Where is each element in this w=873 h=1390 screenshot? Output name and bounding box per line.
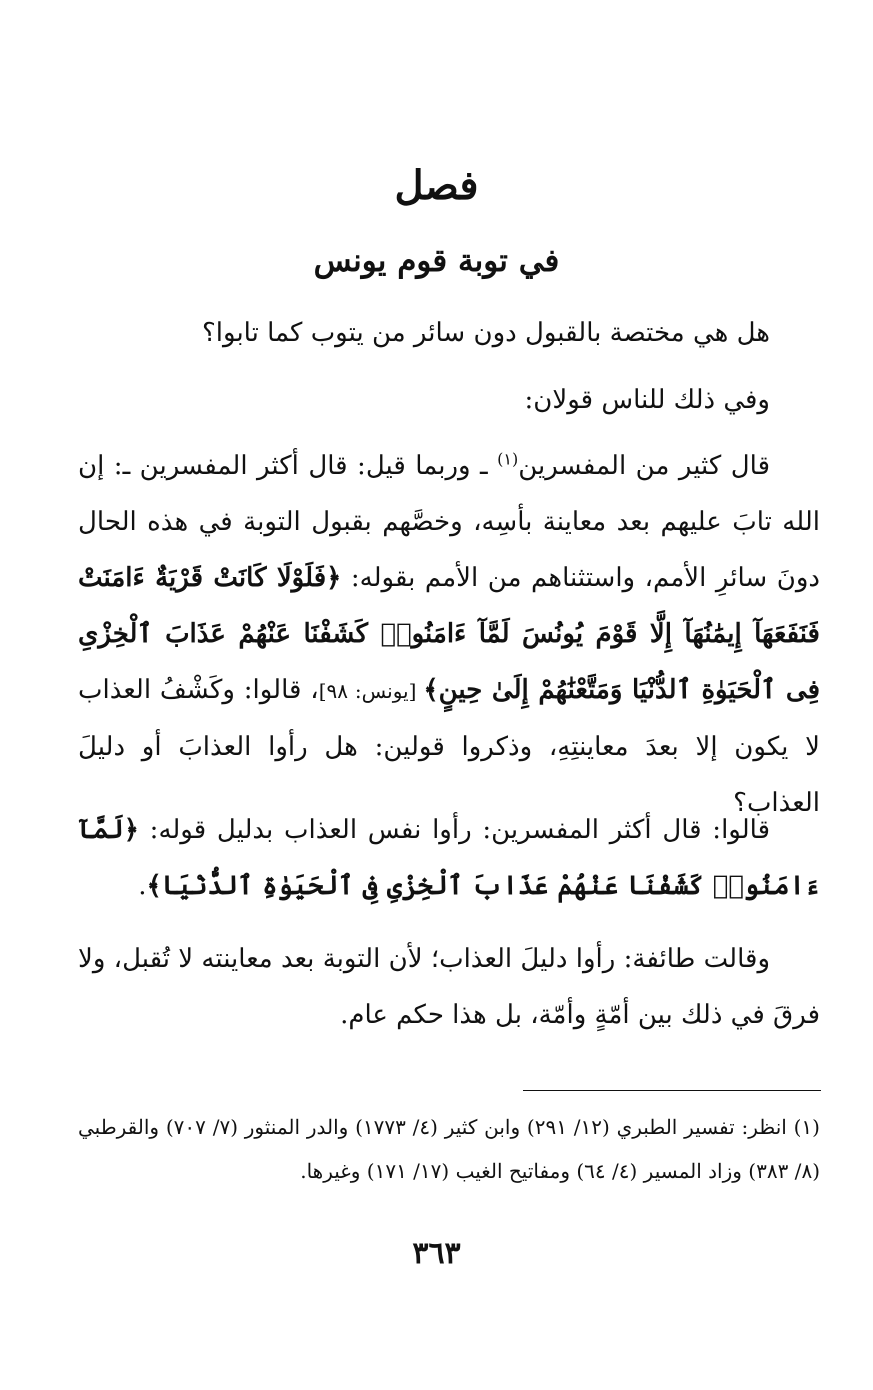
page-number: ٣٦٣ — [412, 1236, 461, 1271]
section-subtitle: في توبة قوم يونس — [313, 243, 560, 279]
p3-text-b: ـ وربما قيل: قال أكثر المفسرين ـ: إن الله تابَ عليهم بعد معاينة بأسِه، وخصَّهم بقبول التوبة في هذه الحال دونَ سائرِ الأمم، واستثناهم من الأمم بقوله: — [78, 451, 820, 593]
footnote: (١) انظر: تفسير الطبري (١٢/ ٢٩١) وابن كثير (٤/ ١٧٧٣) والدر المنثور (٧/ ٧٠٧) والقرطبي (٨/ ٣٨٣) وزاد المسير (٤/ ٦٤) ومفاتيح الغيب (١٧/ ١٧١) وغيرها. — [78, 1115, 820, 1183]
p4-text-a: قالوا: قال أكثر المفسرين: رأوا نفس العذاب بدليل قوله: — [138, 815, 770, 845]
quran-verse-excerpt: ﴿لَمَّآ ءَامَنُوا۟ كَشَفْنَا عَنْهُمْ عَذَابَ ٱلْخِزْىِ فِى ٱلْحَيَوٰةِ ٱلدُّنْيَا﴾ — [78, 815, 820, 901]
p3-text-a: قال كثير من المفسرين — [518, 451, 770, 481]
paragraph-two-views: وفي ذلك للناس قولان: — [524, 385, 770, 415]
quran-verse-yunus-98: ﴿فَلَوْلَا كَانَتْ قَرْيَةٌ ءَامَنَتْ فَنَفَعَهَآ إِيمَٰنُهَآ إِلَّا قَوْمَ يُونُسَ لَمَّآ ءَامَنُوا۟ كَشَفْنَا عَنْهُمْ عَذَابَ ٱلْخِزْىِ فِى ٱلْحَيَوٰةِ ٱلدُّنْيَا وَمَتَّعْنَٰهُمْ إِلَىٰ حِينٍ﴾ — [78, 563, 821, 705]
section-title: فصل — [394, 162, 479, 209]
p4-text-b: . — [138, 871, 147, 901]
paragraph-first-view — [78, 438, 820, 831]
paragraph-second-view: وقالت طائفة: رأوا دليلَ العذاب؛ لأن التوبة بعد معاينته لا تُقبل، ولا فرقَ في ذلك بين أمّةٍ وأمّة، بل هذا حكم عام. — [78, 944, 820, 1030]
verse-reference: [يونس: ٩٨] — [318, 679, 424, 703]
paragraph-question: هل هي مختصة بالقبول دون سائر من يتوب كما تابوا؟ — [201, 318, 770, 348]
footnote-divider — [523, 1090, 821, 1091]
footnote-marker: (١) — [497, 449, 519, 469]
p3-text-c: ، قالوا: وكَشْفُ العذاب لا يكون إلا بعدَ معاينتِهِ، وذكروا قولين: هل رأوا العذابَ أو دليلَ العذاب؟ — [78, 675, 820, 818]
paragraph-majority-view — [78, 802, 820, 914]
